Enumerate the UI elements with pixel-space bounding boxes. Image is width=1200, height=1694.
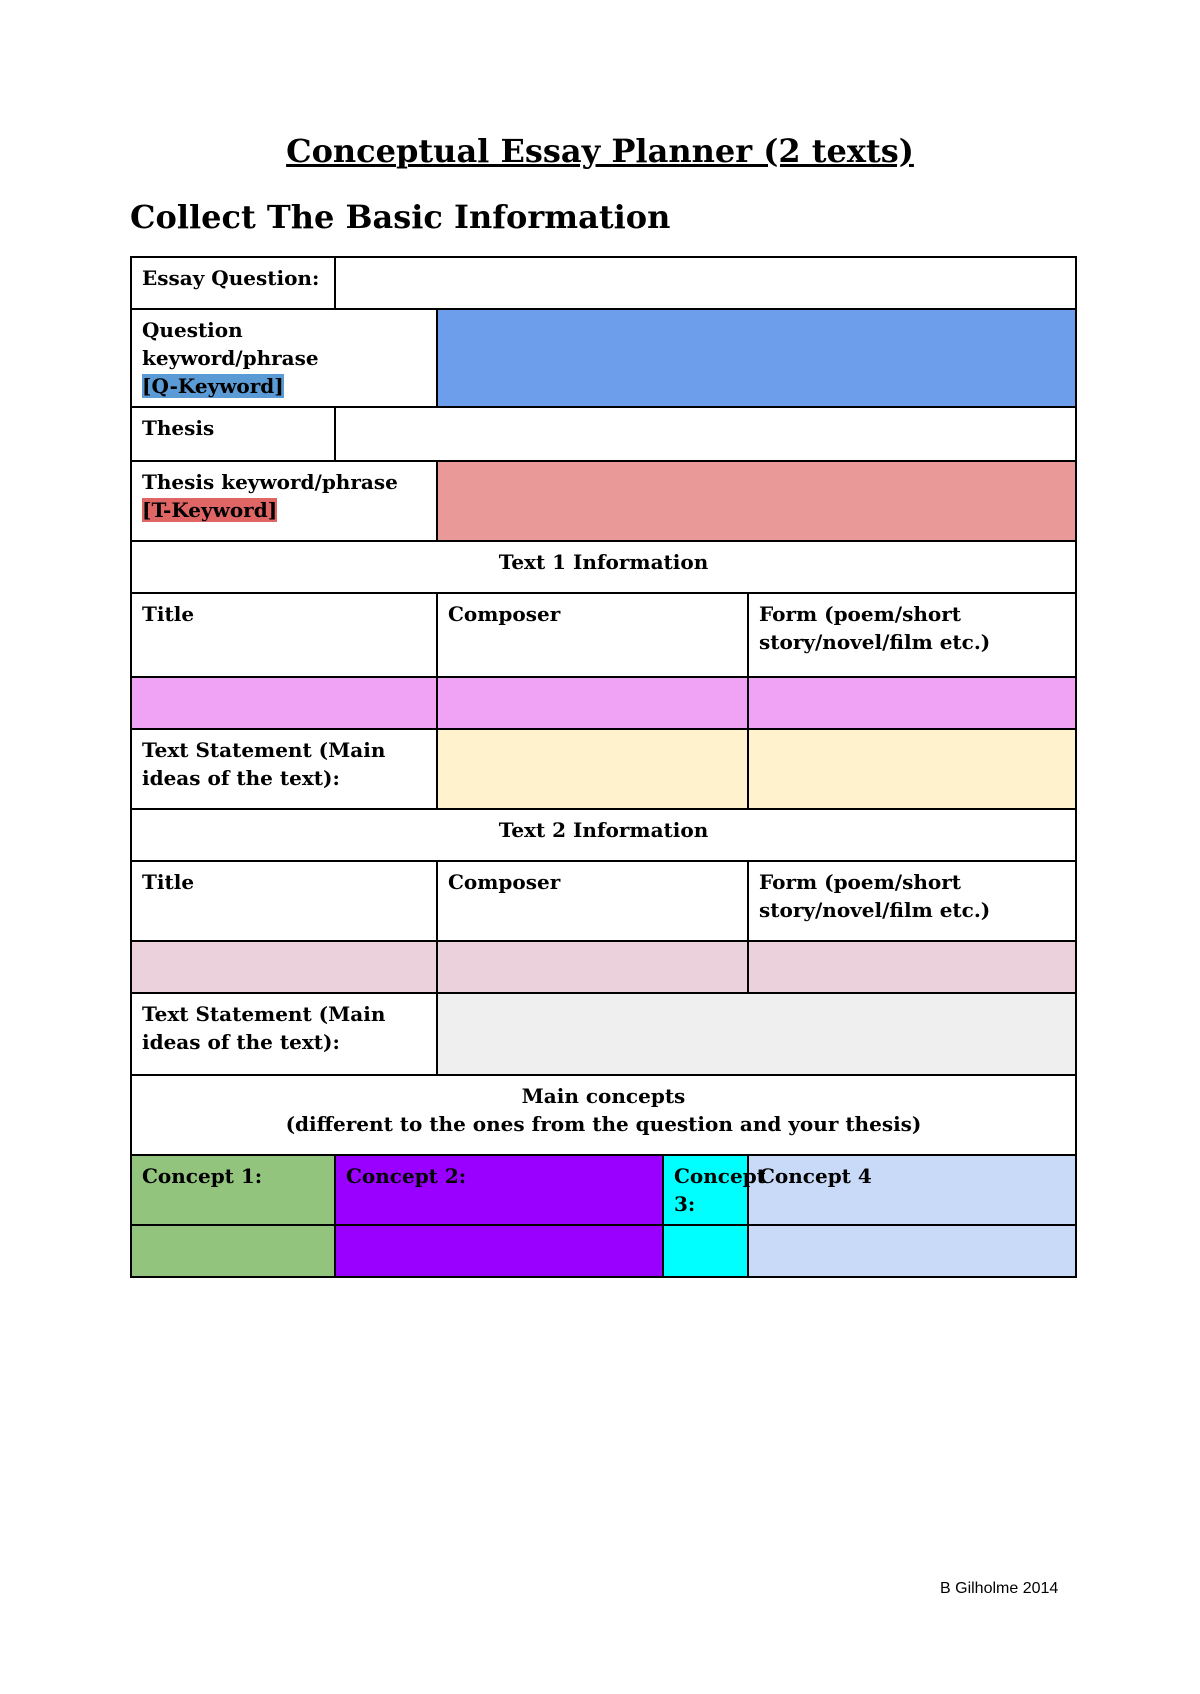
footer-credit: B Gilholme 2014 [940, 1580, 1059, 1597]
planner-table [130, 256, 1077, 1278]
section-heading: Collect The Basic Information [130, 198, 671, 236]
text1-composer-field[interactable] [437, 677, 748, 729]
essay-question-field[interactable] [335, 257, 1076, 309]
concept-3-field[interactable] [663, 1225, 748, 1277]
thesis-keyword-label [131, 461, 437, 541]
text2-composer-field[interactable] [437, 941, 748, 993]
essay-question-label: Essay Question: [131, 257, 335, 309]
text1-heading: Text 1 Information [131, 541, 1076, 593]
text1-composer-label: Composer [437, 593, 748, 677]
concept-2-label: Concept 2: [335, 1155, 663, 1225]
thesis-keyword-text: Thesis keyword/phrase [142, 470, 398, 494]
question-keyword-text: Question keyword/phrase [142, 318, 319, 370]
text2-title-field[interactable] [131, 941, 437, 993]
text2-heading: Text 2 Information [131, 809, 1076, 861]
text1-form-field[interactable] [748, 677, 1076, 729]
thesis-keyword-field[interactable] [437, 461, 1076, 541]
page-title: Conceptual Essay Planner (2 texts) [286, 132, 914, 170]
concept-2-field[interactable] [335, 1225, 663, 1277]
text1-title-field[interactable] [131, 677, 437, 729]
concept-4-label: Concept 4 [748, 1155, 1076, 1225]
thesis-field[interactable] [335, 407, 1076, 461]
q-keyword-tag: [Q-Keyword] [142, 374, 284, 398]
question-keyword-label [131, 309, 437, 407]
thesis-label: Thesis [131, 407, 335, 461]
text2-statement-field[interactable] [437, 993, 1076, 1075]
concept-1-label: Concept 1: [131, 1155, 335, 1225]
text1-statement-extra-field[interactable] [748, 729, 1076, 809]
text2-title-label: Title [131, 861, 437, 941]
text2-composer-label: Composer [437, 861, 748, 941]
text2-statement-label: Text Statement (Main ideas of the text): [131, 993, 437, 1075]
text1-title-label: Title [131, 593, 437, 677]
text2-form-field[interactable] [748, 941, 1076, 993]
concept-4-field[interactable] [748, 1225, 1076, 1277]
main-concepts-subtitle: (different to the ones from the question and your thesis) [285, 1112, 922, 1136]
question-keyword-field[interactable] [437, 309, 1076, 407]
concept-3-label: Concept 3: [663, 1155, 748, 1225]
main-concepts-title: Main concepts [521, 1084, 686, 1108]
text1-form-label: Form (poem/short story/novel/film etc.) [748, 593, 1076, 677]
t-keyword-tag: [T-Keyword] [142, 498, 278, 522]
text2-form-label: Form (poem/short story/novel/film etc.) [748, 861, 1076, 941]
text1-statement-label: Text Statement (Main ideas of the text): [131, 729, 437, 809]
text1-statement-field[interactable] [437, 729, 748, 809]
main-concepts-heading [131, 1075, 1076, 1155]
concept-1-field[interactable] [131, 1225, 335, 1277]
